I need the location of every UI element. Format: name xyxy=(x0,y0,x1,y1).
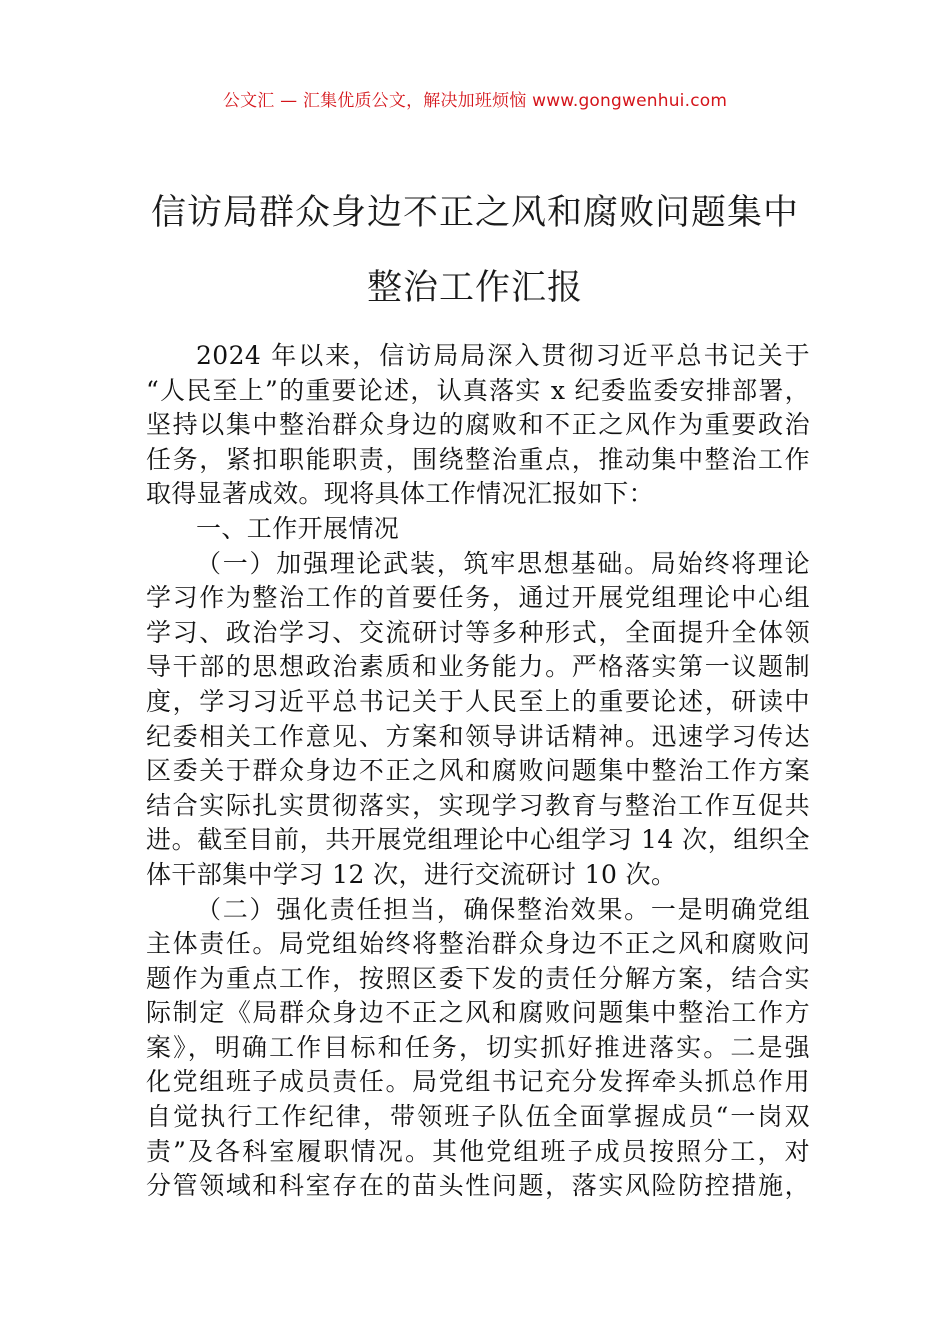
paragraph-line: 体干部集中学习 12 次，进行交流研讨 10 次。 xyxy=(146,859,677,889)
paragraph-line: 案》，明确工作目标和任务，切实抓好推进落实。二是强 xyxy=(146,1032,810,1062)
title-line: 整治工作汇报 xyxy=(366,268,583,308)
paragraph-line: 度，学习习近平总书记关于人民至上的重要论述，研读中 xyxy=(146,686,810,716)
document-title xyxy=(110,176,840,326)
paragraph-line: 际制定《局群众身边不正之风和腐败问题集中整治工作方 xyxy=(146,998,810,1028)
paragraph-line: 纪委相关工作意见、方案和领导讲话精神。迅速学习传达 xyxy=(146,721,810,751)
paragraph-line: 化党组班子成员责任。局党组书记充分发挥牵头抓总作用 xyxy=(146,1067,810,1097)
paragraph-line: （一）加强理论武装，筑牢思想基础。局始终将理论 xyxy=(196,548,810,578)
paragraph-line: “人民至上”的重要论述，认真落实 x 纪委监委安排部署， xyxy=(146,375,810,405)
paragraph-line: （二）强化责任担当，确保整治效果。一是明确党组 xyxy=(196,894,810,924)
paragraph-line: 主体责任。局党组始终将整治群众身边不正之风和腐败问 xyxy=(146,929,810,959)
paragraph-line: 结合实际扎实贯彻落实，实现学习教育与整治工作互促共 xyxy=(146,790,810,820)
paragraph-line: 自觉执行工作纪律，带领班子队伍全面掌握成员“一岗双 xyxy=(146,1102,810,1132)
document-body xyxy=(146,339,810,1204)
paragraph-line: 任务，紧扣职能职责，围绕整治重点，推动集中整治工作 xyxy=(146,444,810,474)
paragraph-line: 2024 年以来，信访局局深入贯彻习近平总书记关于 xyxy=(196,341,810,370)
title-line: 信访局群众身边不正之风和腐败问题集中 xyxy=(150,193,799,233)
paragraph-line: 分管领域和科室存在的苗头性问题，落实风险防控措施， xyxy=(146,1171,810,1201)
paragraph-line: 坚持以集中整治群众身边的腐败和不正之风作为重要政治 xyxy=(146,410,810,440)
paragraph-line: 进。截至目前，共开展党组理论中心组学习 14 次，组织全 xyxy=(146,825,810,855)
paragraph-line: 导干部的思想政治素质和业务能力。严格落实第一议题制 xyxy=(146,652,810,682)
header-banner: 公文汇 — 汇集优质公文，解决加班烦恼 www.gongwenhui.com xyxy=(222,91,728,111)
section-heading: 一、工作开展情况 xyxy=(196,513,400,543)
paragraph-line: 区委关于群众身边不正之风和腐败问题集中整治工作方案 xyxy=(146,756,810,786)
paragraph-line: 责”及各科室履职情况。其他党组班子成员按照分工，对 xyxy=(146,1136,810,1166)
paragraph-line: 学习作为整治工作的首要任务，通过开展党组理论中心组 xyxy=(146,583,810,613)
paragraph-line: 学习、政治学习、交流研讨等多种形式，全面提升全体领 xyxy=(146,617,810,647)
paragraph-line: 题作为重点工作，按照区委下发的责任分解方案，结合实 xyxy=(146,963,810,993)
paragraph-line: 取得显著成效。现将具体工作情况汇报如下： xyxy=(146,479,655,509)
